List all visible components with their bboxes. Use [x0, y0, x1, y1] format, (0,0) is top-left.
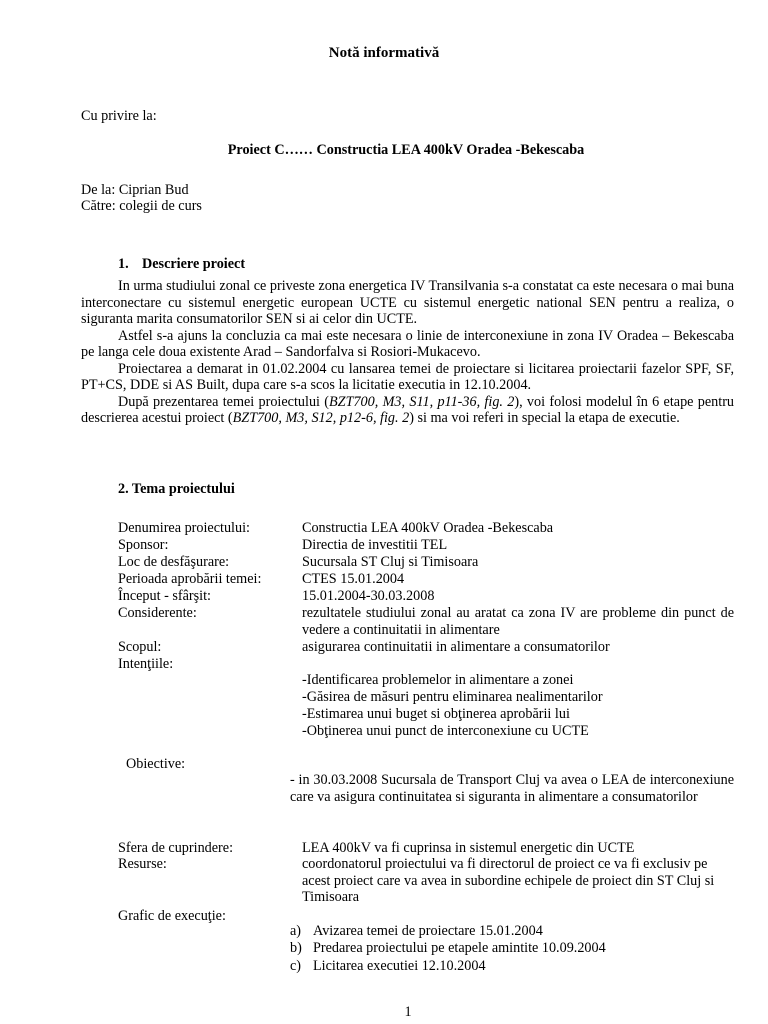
intention-item: -Estimarea unui buget si obţinerea aprobării lui: [302, 706, 570, 722]
paragraph-3: Proiectarea a demarat in 01.02.2004 cu lansarea temei de proiectare si licitarea proiectarii fazelor SPF, SF, PT+CS, DDE si AS Built, dupa care s-a scos la licitatie executia in 12.10.2004.: [81, 360, 734, 393]
intention-item: -Găsirea de măsuri pentru eliminarea nealimentarilor: [302, 689, 603, 705]
reference-1: BZT700, M3, S11, p11-36, fig. 2: [329, 393, 515, 410]
label-denumire: Denumirea proiectului:: [118, 520, 250, 536]
label-sfera: Sfera de cuprindere:: [118, 840, 234, 856]
value-inceput: 15.01.2004-30.03.2008: [302, 588, 435, 604]
paragraph-1: In urma studiului zonal ce priveste zona energetica IV Transilvania s-a constatat ca este necesara o mai buna interconectare cu sistemul energetic european UCTE cu sistemul energetic national SEN pentru a realiza, o siguranta marita consumatorilor SEN si ai celor din UCTE.: [81, 278, 734, 327]
label-grafic: Grafic de execuţie:: [118, 908, 226, 924]
page-number: 1: [404, 1004, 412, 1020]
section1-body: [81, 278, 734, 427]
value-loc: Sucursala ST Cluj si Timisoara: [302, 554, 479, 570]
paragraph-2: Astfel s-a ajuns la concluzia ca mai este necesara o linie de interconexiune in zona IV Oradea – Bekescaba pe langa cele doua existente Arad – Sandorfalva si Rosiori-Mukacevo.: [81, 327, 734, 360]
label-scopul: Scopul:: [118, 639, 162, 655]
value-denumire: Constructia LEA 400kV Oradea -Bekescaba: [302, 520, 554, 536]
label-considerente: Considerente:: [118, 605, 197, 621]
schedule-marker: c): [290, 958, 302, 974]
project-title: Proiect C…… Constructia LEA 400kV Oradea -Bekescaba: [227, 142, 585, 158]
reference-2: BZT700, M3, S12, p12-6, fig. 2: [232, 410, 410, 426]
value-resurse: coordonatorul proiectului va fi directorul de proiect ce va fi exclusiv pe acest proiect care va avea in subordine echipele de proiect din ST Cluj si Timisoara: [302, 856, 715, 905]
regarding-label: Cu privire la:: [81, 108, 157, 124]
schedule-marker: a): [290, 923, 302, 939]
label-perioada: Perioada aprobării temei:: [118, 571, 262, 587]
label-sponsor: Sponsor:: [118, 537, 169, 553]
to-line: Către: colegii de curs: [81, 198, 202, 214]
value-sfera: LEA 400kV va fi cuprinsa in sistemul energetic din UCTE: [302, 840, 635, 856]
objective-text: - in 30.03.2008 Sucursala de Transport Cluj va avea o LEA de interconexiune care va asigura continuitatea si siguranta in alimentare a consumatorilor: [290, 772, 734, 805]
intention-item: -Identificarea problemelor in alimentare a zonei: [302, 672, 574, 688]
document-title: Notă informativă: [328, 45, 440, 61]
paragraph-4: [81, 394, 734, 427]
paragraph-4-part-c: ) si ma voi referi in special la etapa de executie.: [409, 410, 680, 426]
from-line: De la: Ciprian Bud: [81, 182, 189, 198]
label-loc: Loc de desfăşurare:: [118, 554, 230, 570]
paragraph-4-part-a: După prezentarea temei proiectului (: [118, 393, 330, 410]
section1-number: 1.: [118, 256, 129, 272]
label-intentiile: Intenţiile:: [118, 656, 174, 672]
label-resurse: Resurse:: [118, 856, 167, 872]
intention-item: -Obţinerea unui punct de interconexiune cu UCTE: [302, 723, 589, 739]
section2-heading: 2. Tema proiectului: [118, 481, 235, 497]
label-inceput: Început - sfârşit:: [118, 588, 211, 604]
schedule-item: Licitarea executiei 12.10.2004: [313, 958, 486, 974]
schedule-marker: b): [290, 940, 302, 956]
paragraph-4-part-b: ), voi folosi modelul în 6 etape pentru descrierea acestui proiect (: [81, 393, 735, 426]
section1-heading: Descriere proiect: [142, 256, 246, 272]
value-scopul: asigurarea continuitatii in alimentare a consumatorilor: [302, 639, 610, 655]
schedule-item: Predarea proiectului pe etapele amintite 10.09.2004: [313, 940, 606, 956]
value-sponsor: Directia de investitii TEL: [302, 537, 448, 553]
objective-label: Obiective:: [126, 756, 186, 772]
value-perioada: CTES 15.01.2004: [302, 571, 405, 587]
schedule-item: Avizarea temei de proiectare 15.01.2004: [313, 923, 543, 939]
value-considerente: rezultatele studiului zonal au aratat ca zona IV are probleme din punct de vedere a continuitatii in alimentare: [302, 605, 734, 638]
